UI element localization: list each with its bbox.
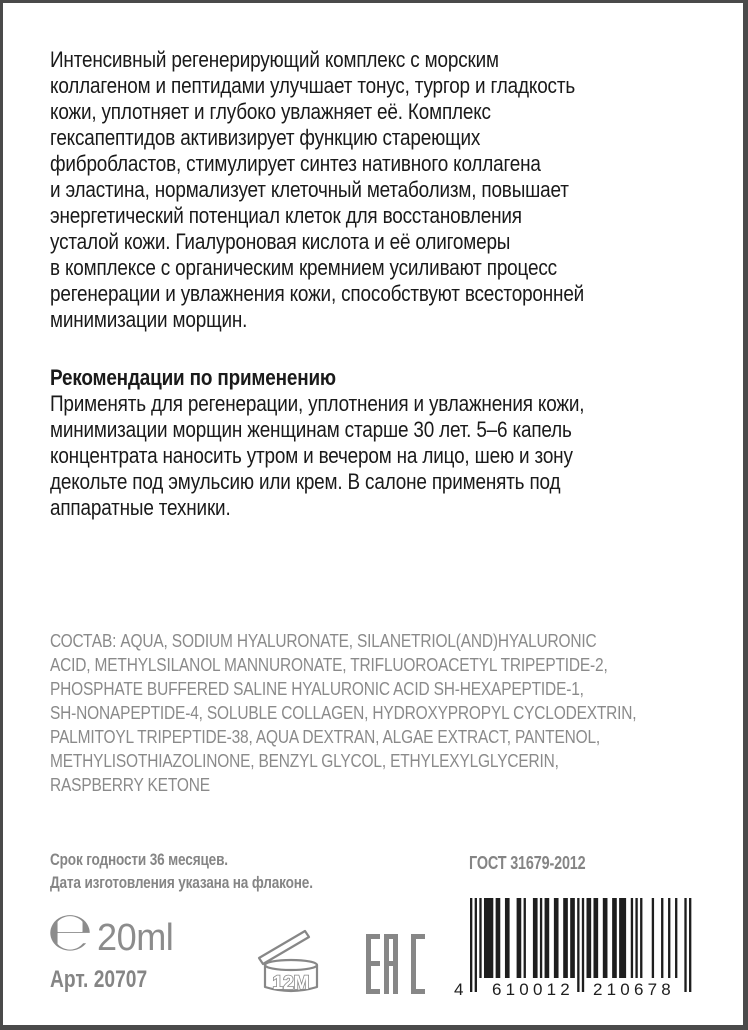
barcode-left-digits: 610012 xyxy=(492,980,574,998)
barcode-bars xyxy=(470,898,691,992)
usage-line: концентрата наносить утром и вечером на лицо, шею и зону xyxy=(50,443,573,468)
article-number: Арт. 20707 xyxy=(50,966,148,993)
description-line: энергетический потенциал клеток для восстановления xyxy=(50,203,522,228)
description-line: коллагеном и пептидами улучшает тонус, тургор и гладкость xyxy=(50,73,576,98)
product-description xyxy=(50,47,671,333)
volume-info xyxy=(47,900,178,963)
composition-line: ACID, METHYLSILANOL MANNURONATE, TRIFLUOROACETYL TRIPEPTIDE-2, xyxy=(50,655,608,675)
shelf-life-info xyxy=(50,848,379,894)
description-line: Интенсивный регенерирующий комплекс с морским xyxy=(50,47,499,72)
estimated-sign-icon: ℮ xyxy=(47,900,94,963)
description-line: фибробластов, стимулирует синтез нативного коллагена xyxy=(50,151,541,176)
manufacture-date-text: Дата изготовления указана на флаконе. xyxy=(50,873,313,892)
composition-line: RASPBERRY KETONE xyxy=(50,775,210,795)
eac-mark-icon xyxy=(363,933,427,995)
usage-heading: Рекомендации по применению xyxy=(50,365,336,390)
volume-text: 20ml xyxy=(97,917,174,959)
composition-line: PHOSPHATE BUFFERED SALINE HYALURONIC ACID SH-HEXAPEPTIDE-1, xyxy=(50,679,584,699)
usage-line: аппаратные техники. xyxy=(50,495,231,520)
usage-line: Применять для регенерации, уплотнения и увлажнения кожи, xyxy=(50,391,585,416)
barcode-right-digits: 210678 xyxy=(593,980,675,998)
description-line: регенерации и увлажнения кожи, способствуют всесторонней xyxy=(50,281,585,306)
ean13-barcode xyxy=(448,896,698,998)
gost-standard: ГОСТ 31679-2012 xyxy=(469,853,586,873)
usage-section xyxy=(50,365,671,521)
description-line: гексапептидов активизирует функцию стареющих xyxy=(50,125,481,150)
usage-line: минимизации морщин женщинам старше 30 лет. 5–6 капель xyxy=(50,417,572,442)
composition-section xyxy=(50,629,732,797)
composition-line: PALMITOYL TRIPEPTIDE-38, AQUA DEXTRAN, ALGAE EXTRACT, PANTENOL, xyxy=(50,727,601,747)
description-line: кожи, уплотняет и глубоко увлажняет её. Комплекс xyxy=(50,99,491,124)
period-after-opening-icon xyxy=(255,925,325,997)
description-line: и эластина, нормализует клеточный метаболизм, повышает xyxy=(50,177,569,202)
description-line: минимизации морщин. xyxy=(50,307,248,332)
composition-line: СОСТАВ: AQUA, SODIUM HYALURONATE, SILANETRIOL(AND)HYALURONIC xyxy=(50,631,597,651)
description-line: усталой кожи. Гиалуроновая кислота и её олигомеры xyxy=(50,229,511,254)
barcode-first-digit: 4 xyxy=(454,980,464,998)
shelf-life-text: Срок годности 36 месяцев. xyxy=(50,850,228,869)
composition-line: SH-NONAPEPTIDE-4, SOLUBLE COLLAGEN, HYDROXYPROPYL CYCLODEXTRIN, xyxy=(50,703,637,723)
description-line: в комплексе с органическим кремнием усиливают процесс xyxy=(50,255,557,280)
composition-line: METHYLISOTHIAZOLINONE, BENZYL GLYCOL, ETHYLEXYLGLYCERIN, xyxy=(50,751,559,771)
pao-label: 12M xyxy=(272,973,310,994)
usage-line: декольте под эмульсию или крем. В салоне применять под xyxy=(50,469,561,494)
